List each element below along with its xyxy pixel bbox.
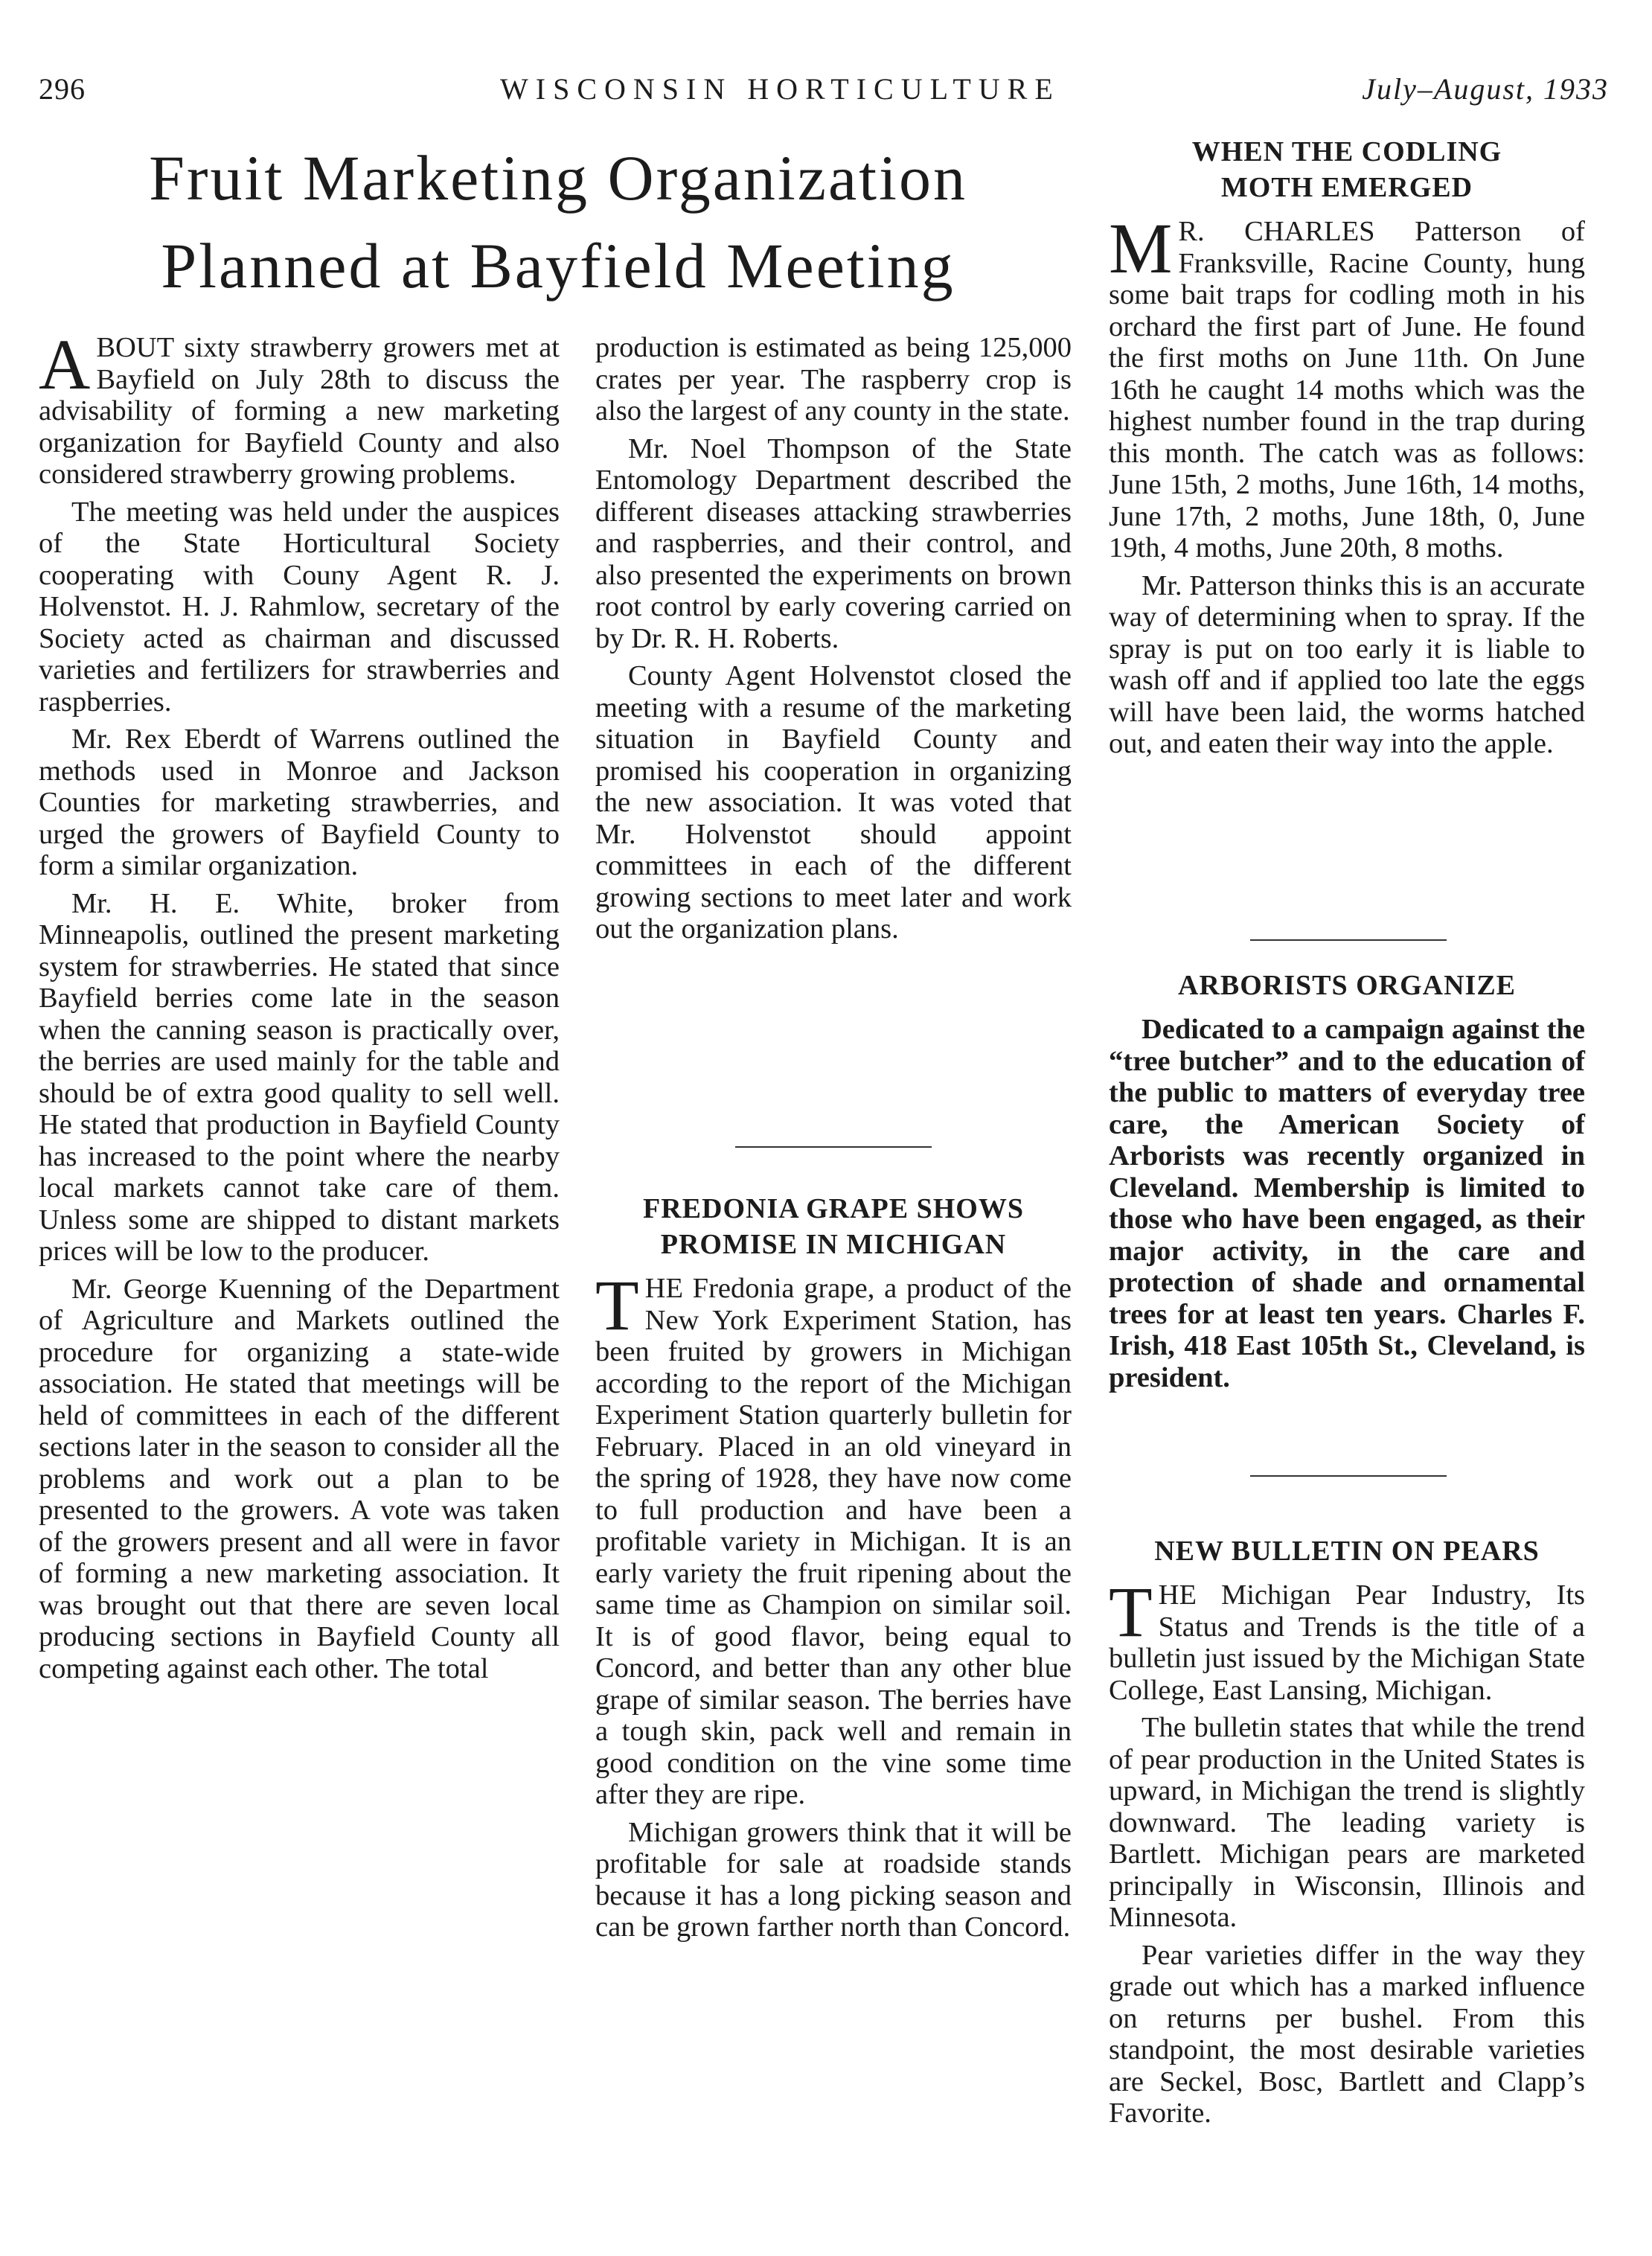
main-paragraph-7: Mr. Noel Thompson of the State Entomology Department described the different diseases attacking strawberries and raspberries, and their control, and also presented the experiments on brown root control by early covering carried on by Dr. R. H. Roberts. [595, 432, 1072, 654]
arborists-heading: ARBORISTS ORGANIZE [1177, 970, 1517, 1001]
codling-paragraph-1 [1109, 208, 1585, 564]
title-line-2: Planned at Bayfield Meeting [161, 230, 955, 301]
main-paragraph-3: Mr. Rex Eberdt of Warrens outlined the methods used in Monroe and Jackson Counties for marketing strawberries, and urged the growers of Bayfield County to form a similar organization. [39, 723, 560, 881]
journal-title: WISCONSIN HORTICULTURE [500, 72, 1060, 106]
codling-heading-line-1: WHEN THE CODLING [1191, 136, 1502, 167]
pears-heading: NEW BULLETIN ON PEARS [1154, 1536, 1540, 1567]
main-paragraph-5: Mr. George Kuenning of the Department of Agriculture and Markets outlined the procedure for organizing a state-wide association. He stated that meetings will be held of committees in each of the different sections later in the season to consider all the problems and work out a plan to be presented to the growers. A vote was taken of the growers present and all were in favor of forming a new marketing association. It was brought out that there are seven local producing sections in Bayfield County all competing against each other. The total [39, 1273, 560, 1684]
drop-cap: A [39, 325, 91, 404]
codling-heading-line-2: MOTH EMERGED [1220, 172, 1473, 203]
arborists-paragraph-1: Dedicated to a campaign against the “tree butcher” and to the education of the public to matters of everyday tree care, the American Society of Arborists was recently organized in Cleveland. Membership is limited to those who have been engaged, as their major activity, in the care and protection of shade and ornamental trees for at least ten years. Charles F. Irish, 418 East 105th St., Cleveland, is president. [1109, 1014, 1585, 1393]
main-article-title [45, 134, 1072, 310]
grape-paragraph-2: Michigan growers think that it will be profitable for sale at roadside stands because it has a long picking season and can be grown farther north than Concord. [595, 1816, 1072, 1943]
main-paragraph-6: production is estimated as being 125,000 crates per year. The raspberry crop is also the largest of any county in the state. [595, 332, 1072, 426]
pears-paragraph-3: Pear varieties differ in the way they grade out which has a marked influence on returns per bushel. From this standpoint, the most desirable varieties are Seckel, Bosc, Bartlett and Clapp’s Favorite. [1109, 1939, 1585, 2129]
page-number: 296 [39, 72, 86, 106]
codling-article-heading [1109, 134, 1585, 205]
codling-paragraph-1-text: R. CHARLES Patterson of Franksville, Racine County, hung some bait traps for codling moth in his orchard the first part of June. He found the first moths on June 11th. On June 16th he caught 14 moths which was the highest number found in the trap during this month. The catch was as follows: June 15th, 2 moths, June 16th, 14 moths, June 17th, 2 moths, June 18th, 0, June 19th, 4 moths, June 20th, 8 moths. [1109, 216, 1585, 563]
main-paragraph-4: Mr. H. E. White, broker from Minneapolis, outlined the present marketing system for strawberries. He stated that since Bayfield berries come late in the season when the canning season is practically over, the berries are used mainly for the table and should be of extra good quality to sell well. He stated that production in Bayfield County has increased to the point where the nearby local markets cannot take care of them. Unless some are shipped to distant markets prices will be low to the producer. [39, 887, 560, 1267]
divider-rule [1250, 939, 1447, 941]
pears-paragraph-1-text: HE Michigan Pear Industry, Its Status and Trends is the title of a bulletin just issued by the Michigan State College, East Lansing, Michigan. [1109, 1579, 1585, 1706]
main-article-column-1 [39, 325, 560, 1690]
divider-rule [1250, 1475, 1447, 1477]
grape-paragraph-1-text: HE Fredonia grape, a product of the New York Experiment Station, has been fruited by growers in Michigan according to the report of the Michigan Experiment Station quarterly bulletin for February. Placed in an old vineyard in the spring of 1928, they have now come to full production and have been a profitable variety in Michigan. It is an early variety the fruit ripening about the same time as Champion on similar soil. It is of good flavor, being equal to Concord, and better than any other blue grape of similar season. The berries have a tough skin, pack well and remain in good condition on the vine some time after they are ripe. [595, 1273, 1072, 1810]
codling-article [1109, 134, 1585, 766]
arborists-article [1109, 968, 1585, 1399]
pears-paragraph-2: The bulletin states that while the trend of pear production in the United States is upward, in Michigan the trend is slightly downward. The leading variety is Bartlett. Michigan pears are marketed principally in Wisconsin, Illinois and Minnesota. [1109, 1712, 1585, 1933]
codling-paragraph-2: Mr. Patterson thinks this is an accurate way of determining when to spray. If the spray is put on too early it is liable to wash off and if applied too late the eggs will have been laid, the worms hatched out, and eaten their way into the apple. [1109, 569, 1585, 759]
main-paragraph-2: The meeting was held under the auspices of the State Horticultural Society cooperating with Couny Agent R. J. Holvenstot. H. J. Rahmlow, secretary of the Society acted as chairman and discussed varieties and fertilizers for strawberries and raspberries. [39, 496, 560, 718]
running-head [39, 68, 1609, 110]
divider-rule [735, 1146, 932, 1148]
issue-date: July–August, 1933 [1362, 72, 1609, 106]
pears-article [1109, 1533, 1585, 2135]
drop-cap: T [595, 1265, 639, 1345]
main-paragraph-1-text: BOUT sixty strawberry growers met at Bayfield on July 28th to discuss the advisability of forming a new marketing organization for Bayfield County and also considered strawberry growing problems. [39, 332, 560, 490]
grape-paragraph-1 [595, 1265, 1072, 1811]
grape-article-heading [595, 1191, 1072, 1262]
title-line-1: Fruit Marketing Organization [149, 142, 967, 214]
main-article-column-2 [595, 332, 1072, 951]
grape-article [595, 1191, 1072, 1949]
drop-cap: T [1109, 1572, 1153, 1652]
drop-cap: M [1109, 208, 1173, 288]
main-paragraph-8: County Agent Holvenstot closed the meeting with a resume of the marketing situation in Bayfield County and promised his cooperation in organizing the new association. It was voted that Mr. Holvenstot should appoint committees in each of the different growing sections to meet later and work out the organization plans. [595, 660, 1072, 945]
pears-paragraph-1 [1109, 1572, 1585, 1706]
main-paragraph-1 [39, 325, 560, 490]
grape-heading-line-2: PROMISE IN MICHIGAN [660, 1229, 1007, 1260]
grape-heading-line-1: FREDONIA GRAPE SHOWS [643, 1193, 1024, 1224]
